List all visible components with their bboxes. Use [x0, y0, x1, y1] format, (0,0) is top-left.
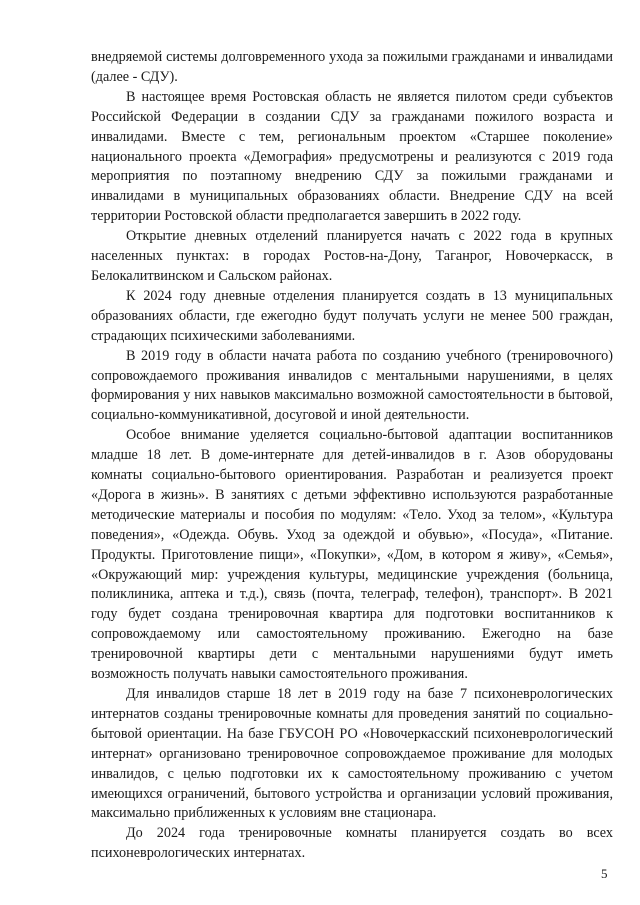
- paragraph-training-rooms: Для инвалидов старше 18 лет в 2019 году на базе 7 психоневрологических интернатов созданы тренировочные комнаты для проведения занятий по социально-бытовой ориентации. На базе ГБУСОН РО «Новочеркасский психоневрологический интернат» организовано тренировочное сопровождаемое проживание для молодых инвалидов, с целью подготовки их к самостоятельному проживанию с учетом имеющихся ограничений, бытового устройства и организации условий проживания, максимально приближенных к условиям вне стационара.: [91, 686, 613, 822]
- paragraph-training-rooms-2024: До 2024 года тренировочные комнаты планируется создать во всех психоневрологических интернатах.: [91, 825, 613, 862]
- paragraph-day-departments-2024: К 2024 году дневные отделения планируется создать в 13 муниципальных образованиях области, где ежегодно будут получать услуги не менее 500 граждан, страдающих психическими заболеваниями.: [91, 287, 613, 344]
- paragraph-social-adaptation: Особое внимание уделяется социально-бытовой адаптации воспитанников младше 18 лет. В доме-интернате для детей-инвалидов в г. Азов оборудованы комнаты социально-бытового ориентирования. Разработан и реализуется проект «Дорога в жизнь». В занятиях с детьми эффективно используются разработанные методические материалы и пособия по модулям: «Тело. Уход за телом», «Культура поведения», «Одежда. Обувь. Уход за одеждой и обувью», «Посуда», «Питание. Продукты. Приготовление пищи», «Покупки», «Дом, в котором я живу», «Семья», «Окружающий мир: учреждения культуры, медицинские учреждения (больница, поликлиника, аптека и т.д.), связь (почта, телеграф, телефон), транспорт». В 2021 году будет создана тренировочная квартира для подготовки воспитанников к сопровождаемому или самостоятельному проживанию. Ежегодно на базе тренировочной квартиры дети с ментальными нарушениями будут иметь возможность получать навыки самостоятельного проживания.: [91, 427, 613, 683]
- body-text: [91, 48, 613, 864]
- paragraph-rostov-pilot: В настоящее время Ростовская область не является пилотом среди субъектов Российской Федерации в создании СДУ за гражданами пожилого возраста и инвалидами. Вместе с тем, региональным проектом «Старшее поколение» национального проекта «Демография» предусмотрены и реализуются с 2019 года мероприятия по поэтапному внедрению СДУ за пожилыми гражданами и инвалидами в муниципальных образованиях области. Внедрение СДУ на всей территории Ростовской области предполагается завершить в 2022 году.: [91, 88, 613, 225]
- paragraph-day-departments-opening: Открытие дневных отделений планируется начать с 2022 года в крупных населенных пунктах: в городах Ростов-на-Дону, Таганрог, Новочеркасск, в Белокалитвинском и Сальском районах.: [91, 228, 613, 284]
- page-number: 5: [601, 866, 608, 881]
- paragraph-supported-living: В 2019 году в области начата работа по созданию учебного (тренировочного) сопровождаемого проживания инвалидов с ментальными нарушениями, в целях формирования у них навыков максимально возможной самостоятельности в бытовой, социально-коммуникативной, досуговой и иной деятельности.: [91, 347, 613, 424]
- paragraph-sdu-definition: внедряемой системы долговременного ухода за пожилыми гражданами и инвалидами (далее - СДУ).: [91, 49, 613, 85]
